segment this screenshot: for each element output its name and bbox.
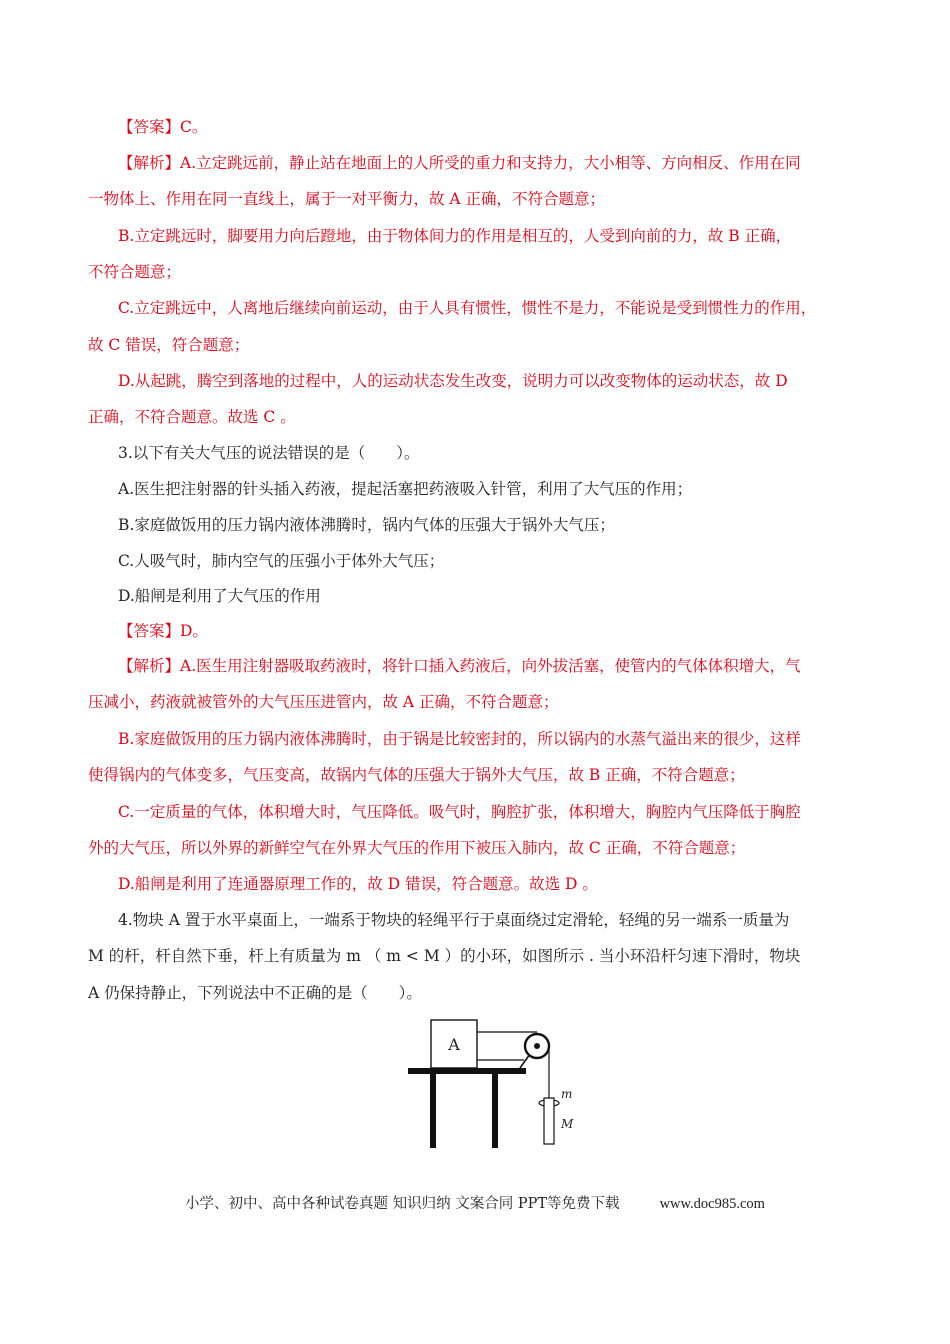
pulley-mount xyxy=(520,1054,530,1068)
question-option: B.家庭做饭用的压力锅内液体沸腾时，锅内气体的压强大于锅外大气压； xyxy=(118,516,615,534)
analysis-line: 【解析】A.立定跳远前，静止站在地面上的人所受的重力和支持力，大小相等、方向相反、作用在同 xyxy=(118,154,801,172)
analysis-line: C.一定质量的气体，体积增大时，气压降低。吸气时，胸腔扩张，体积增大，胸腔内气压降低于胸腔 xyxy=(118,803,801,821)
analysis-line: 一物体上、作用在同一直线上，属于一对平衡力，故 A 正确，不符合题意； xyxy=(88,190,606,208)
analysis-line: 故 C 错误，符合题意； xyxy=(88,336,250,354)
analysis-line: D.从起跳，腾空到落地的过程中，人的运动状态发生改变，说明力可以改变物体的运动状态，故 D xyxy=(118,372,788,390)
pulley-axle xyxy=(534,1043,540,1049)
pulley-diagram xyxy=(400,1010,574,1150)
rod-label: M xyxy=(561,1117,574,1131)
analysis-line: B.家庭做饭用的压力锅内液体沸腾时，由于锅是比较密封的，所以锅内的水蒸气溢出来的很少，这样 xyxy=(118,730,801,748)
ring-label: m xyxy=(561,1087,573,1101)
table-leg xyxy=(430,1074,436,1148)
analysis-line: 【解析】A.医生用注射器吸取药液时，将针口插入药液后，向外拔活塞，使管内的气体体积增大，气 xyxy=(118,657,801,675)
analysis-line: 外的大气压，所以外界的新鲜空气在外界大气压的作用下被压入肺内，故 C 正确，不符合题意； xyxy=(88,839,746,857)
footer-url[interactable]: www.doc985.com xyxy=(659,1196,765,1212)
question-stem: 3.以下有关大气压的说法错误的是（ ）。 xyxy=(118,444,420,462)
analysis-line: 正确，不符合题意。故选 C 。 xyxy=(88,408,296,426)
question-stem: A 仍保持静止，下列说法中不正确的是（ ）。 xyxy=(88,984,422,1002)
answer-line: 【答案】D。 xyxy=(118,622,208,640)
question-option: D.船闸是利用了大气压的作用 xyxy=(118,587,321,605)
table-top xyxy=(408,1068,526,1074)
answer-line: 【答案】C。 xyxy=(118,118,208,136)
analysis-line: C.立定跳远中，人离地后继续向前运动，由于人具有惯性，惯性不是力，不能说是受到惯性力的作用， xyxy=(118,299,817,317)
analysis-line: 压减小，药液就被管外的大气压压进管内，故 A 正确，不符合题意； xyxy=(88,693,559,711)
analysis-line: 使得锅内的气体变多，气压变高，故锅内气体的压强大于锅外大气压，故 B 正确，不符合题意； xyxy=(88,766,745,784)
table-leg xyxy=(492,1074,498,1148)
analysis-line: 不符合题意； xyxy=(88,263,182,281)
question-stem: M 的杆，杆自然下垂，杆上有质量为 m （ m < M ）的小环，如图所示 . 当小环沿杆匀速下滑时，物块 xyxy=(88,947,801,965)
analysis-line: B.立定跳远时，脚要用力向后蹬地，由于物体间力的作用是相互的，人受到向前的力，故 B 正确， xyxy=(118,227,792,245)
block-label: A xyxy=(448,1035,460,1054)
rod xyxy=(544,1098,554,1144)
question-option: C.人吸气时，肺内空气的压强小于体外大气压； xyxy=(118,552,445,570)
question-option: A.医生把注射器的针头插入药液，提起活塞把药液吸入针管，利用了大气压的作用； xyxy=(118,480,693,498)
analysis-line: D.船闸是利用了连通器原理工作的，故 D 错误，符合题意。故选 D 。 xyxy=(118,875,598,893)
question-stem: 4.物块 A 置于水平桌面上，一端系于物块的轻绳平行于桌面绕过定滑轮，轻绳的另一端系一质量为 xyxy=(118,911,790,929)
page-footer xyxy=(0,1192,950,1213)
footer-text: 小学、初中、高中各种试卷真题 知识归纳 文案合同 PPT等免费下载 xyxy=(185,1196,620,1212)
